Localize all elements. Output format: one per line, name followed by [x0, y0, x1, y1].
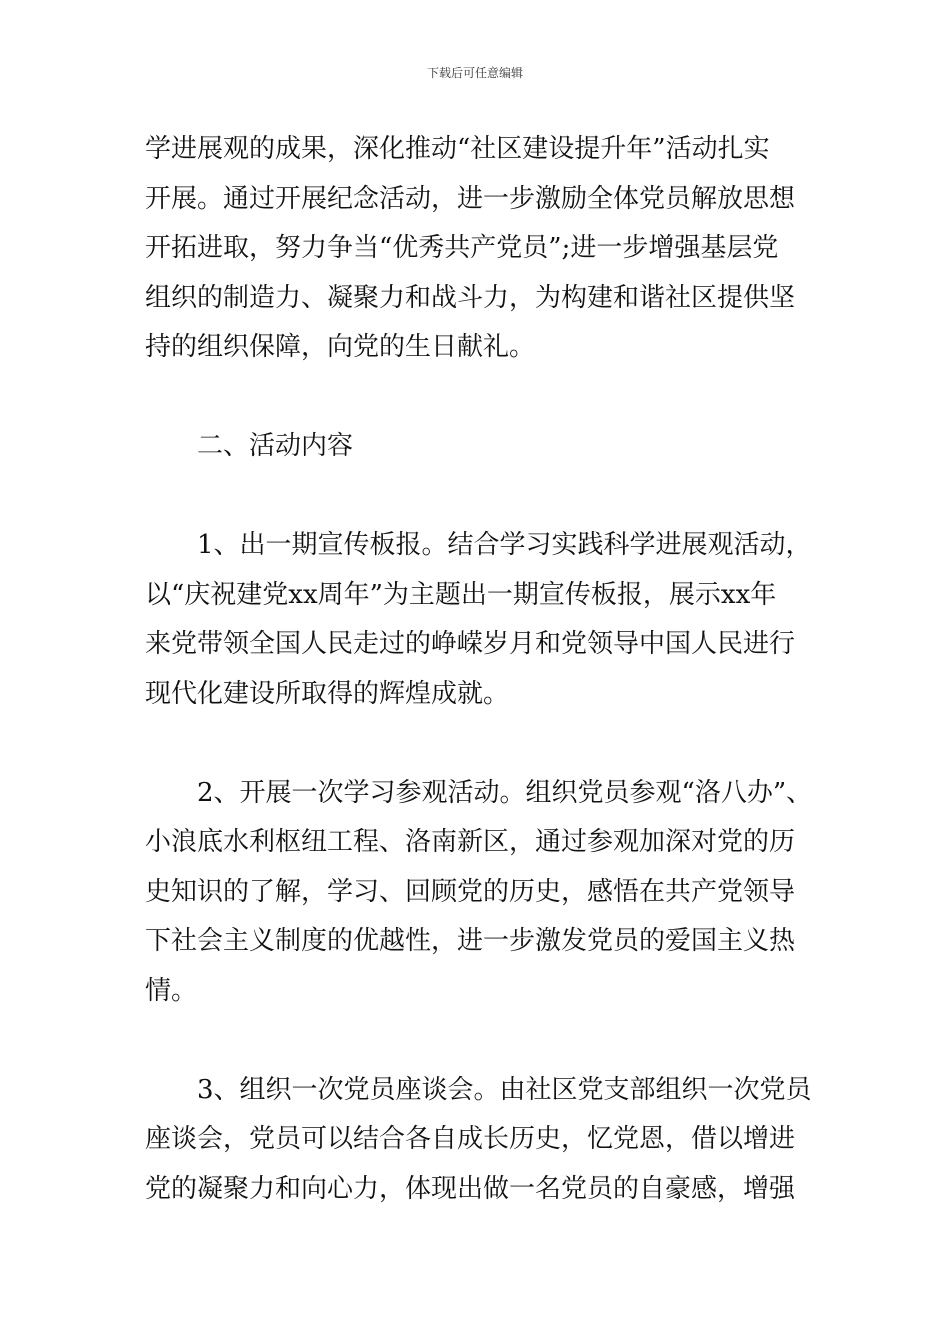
paragraph-gap: [145, 472, 810, 522]
paragraph-item-2: [145, 769, 813, 1017]
paragraph-item-1: [145, 521, 810, 719]
text-line: 开展。通过开展纪念活动，进一步激励全体党员解放思想: [145, 183, 796, 214]
paragraph-gap: [145, 1016, 810, 1066]
text-line: 情。: [145, 975, 198, 1006]
heading-line: 二、活动内容: [197, 431, 354, 461]
text-line: 以“庆祝建党xx周年”为主题出一期宣传板报，展示xx年: [145, 579, 777, 610]
text-line: 组织的制造力、凝聚力和战斗力，为构建和谐社区提供坚: [145, 282, 796, 313]
text-line: 史知识的了解，学习、回顾党的历史，感悟在共产党领导: [145, 876, 796, 907]
text-line: 3、组织一次党员座谈会。由社区党支部组织一次党员: [197, 1074, 812, 1105]
text-line: 1、出一期宣传板报。结合学习实践科学进展观活动，: [197, 530, 812, 560]
text-line: 下社会主义制度的优越性，进一步激发党员的爱国主义热: [145, 926, 796, 956]
paragraph-gap: [145, 719, 810, 769]
paragraph-gap: [145, 373, 810, 423]
paragraph-item-3: [145, 1066, 810, 1215]
text-line: 持的组织保障，向党的生日献礼。: [145, 332, 536, 362]
paragraph-intro: [145, 125, 810, 373]
text-line: 现代化建设所取得的辉煌成就。: [145, 678, 510, 709]
text-line: 小浪底水利枢纽工程、洛南新区，通过参观加深对党的历: [145, 827, 796, 857]
text-line: 学进展观的成果，深化推动“社区建设提升年”活动扎实: [145, 134, 770, 164]
text-line: 开拓进取，努力争当“优秀共产党员”;进一步增强基层党: [145, 233, 779, 263]
text-line: 座谈会，党员可以结合各自成长历史，忆党恩，借以增进: [145, 1124, 796, 1154]
text-line: 2、开展一次学习参观活动。组织党员参观“洛八办”、: [197, 777, 813, 808]
page-header: 下载后可任意编辑: [426, 66, 523, 80]
text-line: 党的凝聚力和向心力，体现出做一名党员的自豪感，增强: [145, 1173, 796, 1204]
document-body: [145, 125, 813, 1214]
text-line: 来党带领全国人民走过的峥嵘岁月和党领导中国人民进行: [145, 629, 796, 659]
section-heading: [145, 422, 810, 472]
